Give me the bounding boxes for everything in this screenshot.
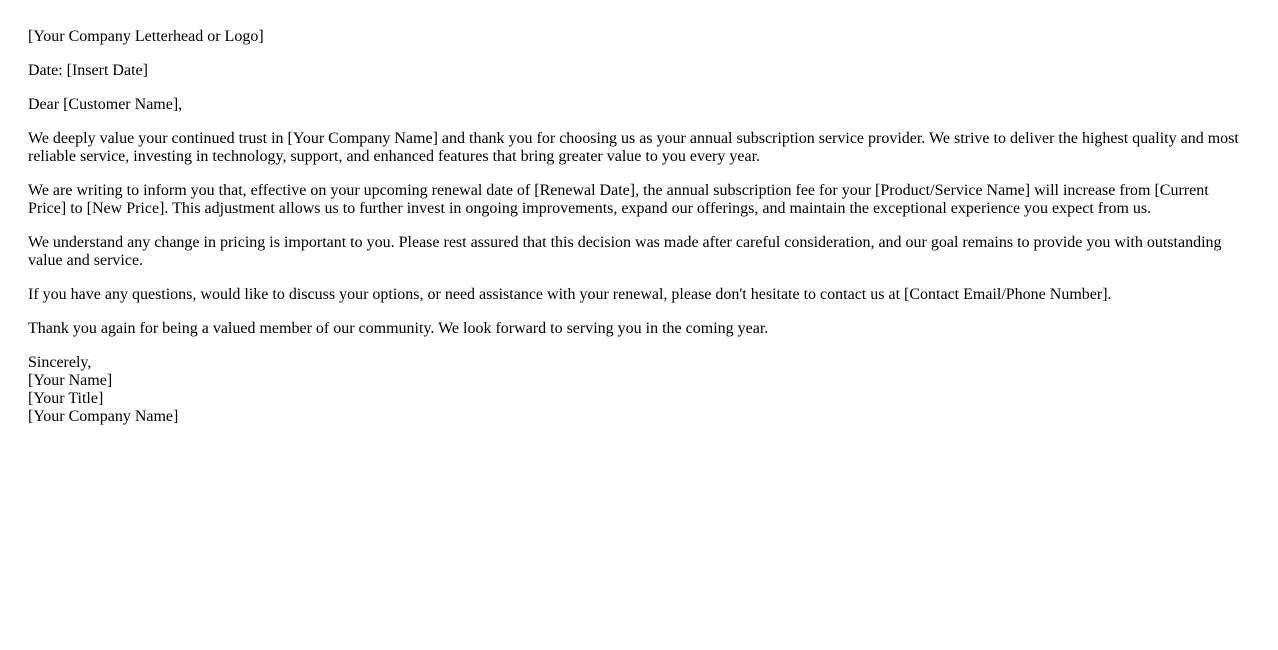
signature-company: [Your Company Name] [28, 408, 179, 425]
closing: Sincerely, [28, 354, 92, 371]
signature-block [28, 354, 1250, 426]
signature-name: [Your Name] [28, 372, 113, 389]
letterhead: [Your Company Letterhead or Logo] [28, 28, 264, 45]
body-paragraph-4: If you have any questions, would like to discuss your options, or need assistance with your renewal, please don't hesitate to contact us at [Contact Email/Phone Number]. [28, 286, 1112, 303]
signature-title: [Your Title] [28, 390, 104, 407]
body-paragraph-3: We understand any change in pricing is important to you. Please rest assured that this decision was made after careful consideration, and our goal remains to provide you with outstanding value and service. [28, 234, 1222, 269]
salutation: Dear [Customer Name], [28, 96, 183, 113]
body-paragraph-1: We deeply value your continued trust in [Your Company Name] and thank you for choosing us as your annual subscription service provider. We strive to deliver the highest quality and most reliable service, investing in technology, support, and enhanced features that bring greater value to you every year. [28, 130, 1239, 165]
body-paragraph-5: Thank you again for being a valued member of our community. We look forward to serving you in the coming year. [28, 320, 769, 337]
body-paragraph-2: We are writing to inform you that, effective on your upcoming renewal date of [Renewal Date], the annual subscription fee for your [Product/Service Name] will increase from [Current Price] to [New Price]. This adjustment allows us to further invest in ongoing improvements, expand our offerings, and maintain the exceptional experience you expect from us. [28, 182, 1209, 217]
letter-document [28, 28, 1250, 442]
letter-date: Date: [Insert Date] [28, 62, 148, 79]
